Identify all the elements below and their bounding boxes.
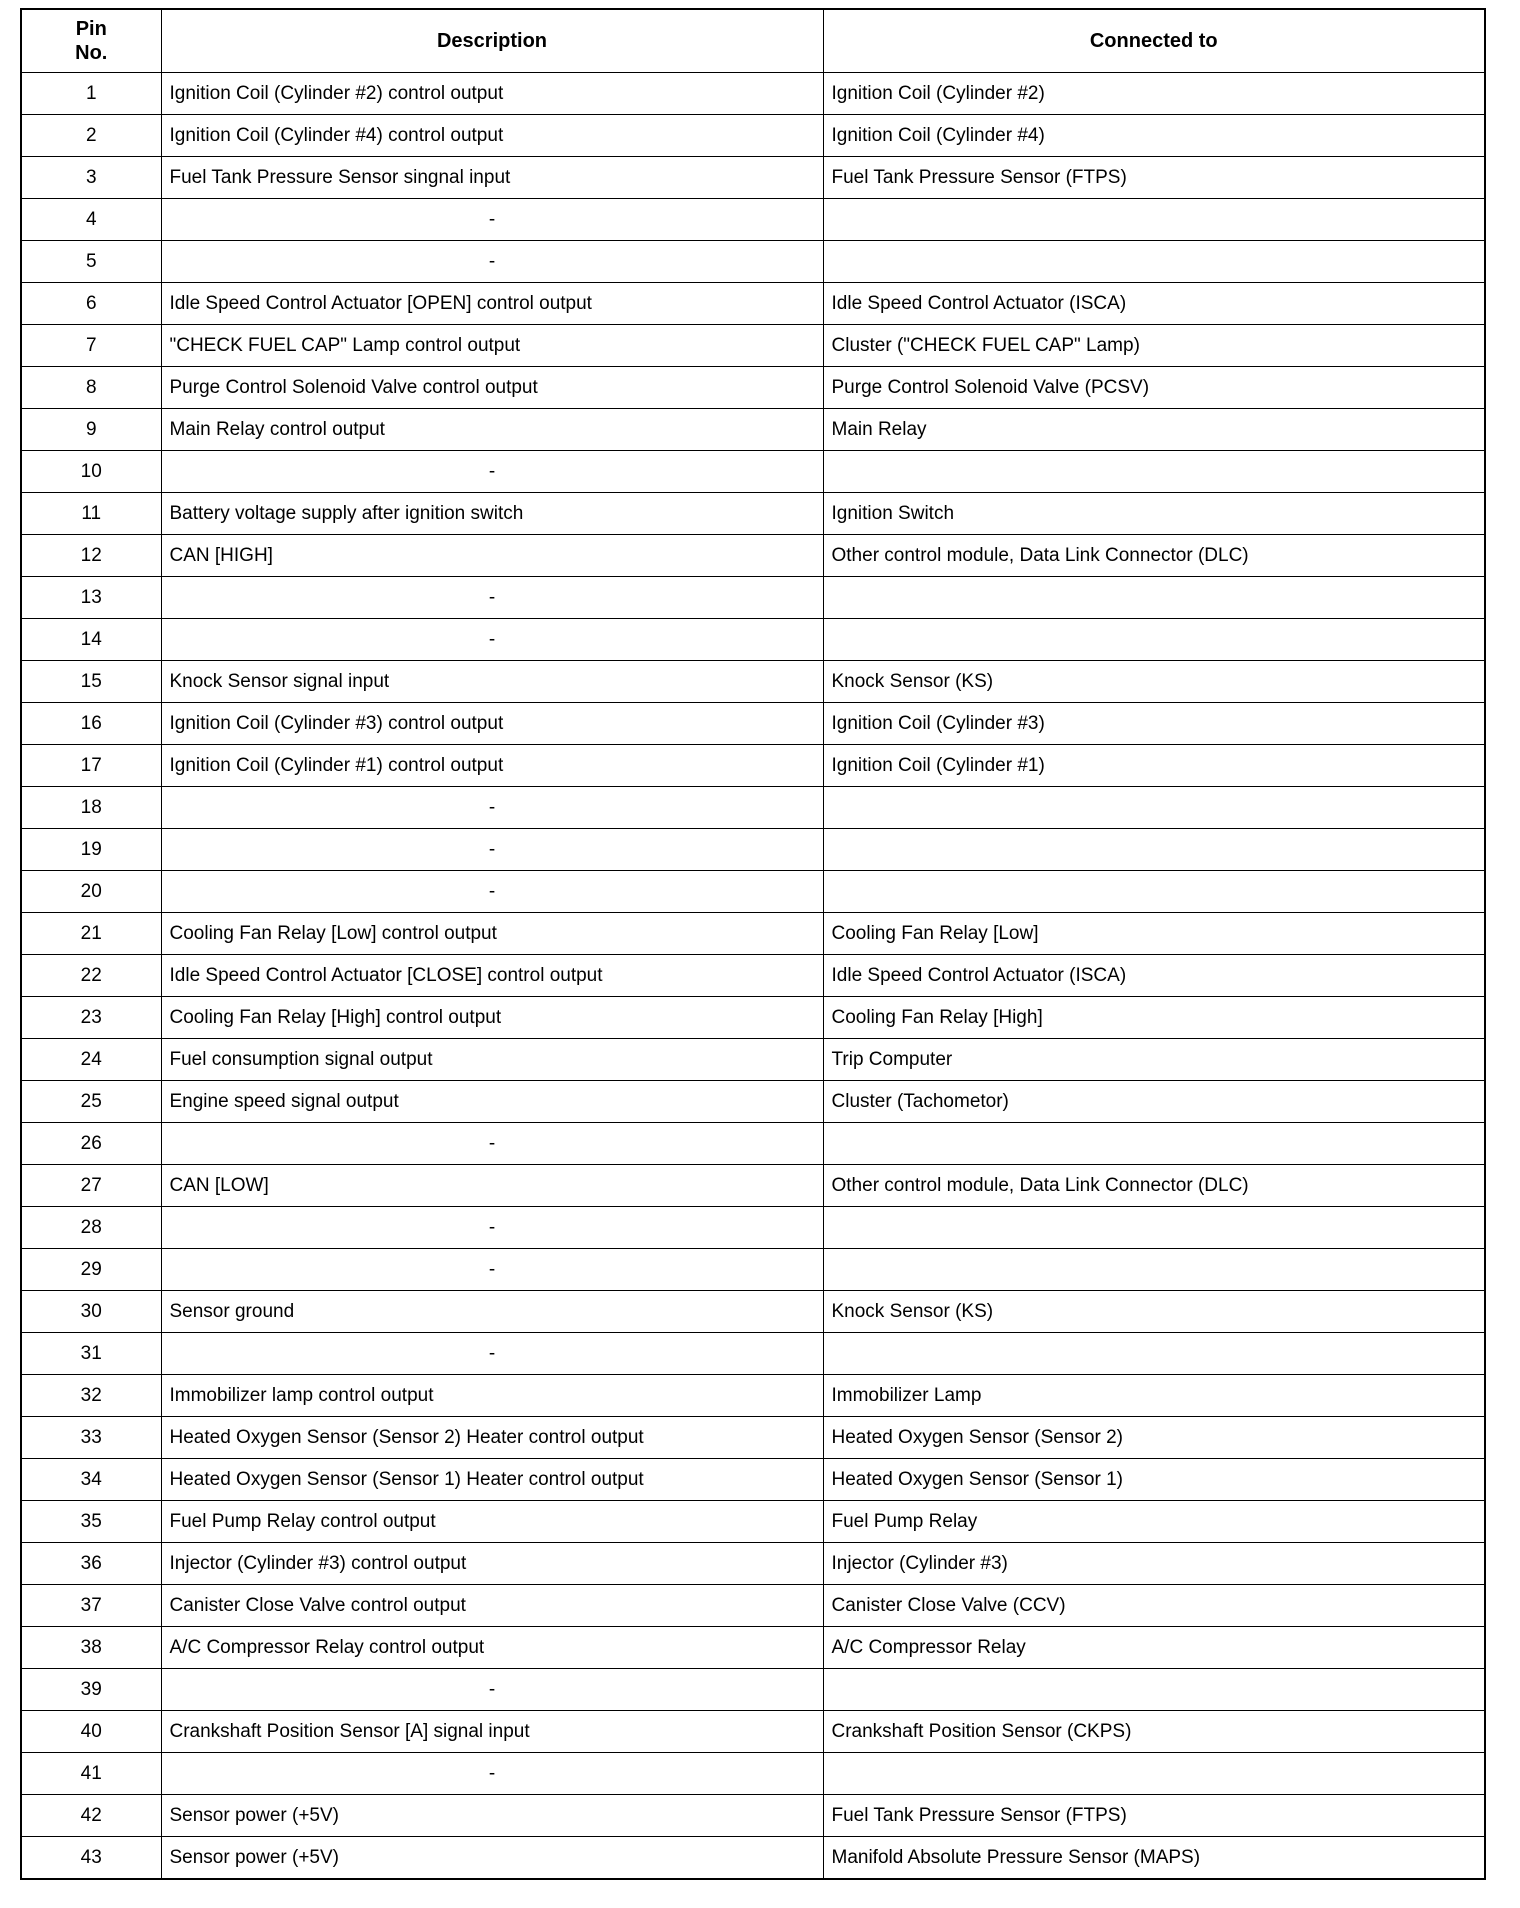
table-body: [21, 73, 1485, 1880]
cell-connected-to: Idle Speed Control Actuator (ISCA): [823, 955, 1485, 997]
cell-connected-to: [823, 1123, 1485, 1165]
cell-description: -: [161, 1333, 823, 1375]
cell-description: CAN [HIGH]: [161, 535, 823, 577]
table-row: [21, 409, 1485, 451]
cell-description: Fuel Pump Relay control output: [161, 1501, 823, 1543]
table-row: [21, 535, 1485, 577]
table-row: [21, 199, 1485, 241]
ecm-pinout-table: [20, 8, 1486, 1880]
cell-description: Heated Oxygen Sensor (Sensor 2) Heater control output: [161, 1417, 823, 1459]
cell-connected-to: [823, 1333, 1485, 1375]
table-row: [21, 1669, 1485, 1711]
cell-connected-to: [823, 787, 1485, 829]
cell-description: Cooling Fan Relay [Low] control output: [161, 913, 823, 955]
cell-description: CAN [LOW]: [161, 1165, 823, 1207]
table-header-row: [21, 9, 1485, 73]
table-row: [21, 157, 1485, 199]
cell-connected-to: Trip Computer: [823, 1039, 1485, 1081]
cell-pin-no: 24: [21, 1039, 161, 1081]
table-row: [21, 1249, 1485, 1291]
table-row: [21, 1711, 1485, 1753]
cell-connected-to: Purge Control Solenoid Valve (PCSV): [823, 367, 1485, 409]
cell-connected-to: Ignition Coil (Cylinder #2): [823, 73, 1485, 115]
cell-description: -: [161, 1669, 823, 1711]
cell-connected-to: Immobilizer Lamp: [823, 1375, 1485, 1417]
cell-description: -: [161, 1753, 823, 1795]
cell-description: Main Relay control output: [161, 409, 823, 451]
cell-pin-no: 30: [21, 1291, 161, 1333]
cell-description: Purge Control Solenoid Valve control output: [161, 367, 823, 409]
cell-description: Ignition Coil (Cylinder #1) control output: [161, 745, 823, 787]
column-header-pin-line1: Pin: [75, 18, 107, 40]
table-row: [21, 1165, 1485, 1207]
cell-pin-no: 25: [21, 1081, 161, 1123]
table-row: [21, 1375, 1485, 1417]
cell-description: -: [161, 1123, 823, 1165]
table-row: [21, 619, 1485, 661]
cell-pin-no: 18: [21, 787, 161, 829]
cell-description: Fuel Tank Pressure Sensor singnal input: [161, 157, 823, 199]
cell-pin-no: 32: [21, 1375, 161, 1417]
cell-description: Cooling Fan Relay [High] control output: [161, 997, 823, 1039]
cell-description: Ignition Coil (Cylinder #4) control output: [161, 115, 823, 157]
cell-pin-no: 38: [21, 1627, 161, 1669]
cell-pin-no: 27: [21, 1165, 161, 1207]
cell-description: Injector (Cylinder #3) control output: [161, 1543, 823, 1585]
cell-connected-to: Fuel Pump Relay: [823, 1501, 1485, 1543]
cell-connected-to: A/C Compressor Relay: [823, 1627, 1485, 1669]
cell-description: "CHECK FUEL CAP" Lamp control output: [161, 325, 823, 367]
cell-connected-to: Manifold Absolute Pressure Sensor (MAPS): [823, 1837, 1485, 1880]
cell-pin-no: 12: [21, 535, 161, 577]
cell-connected-to: Fuel Tank Pressure Sensor (FTPS): [823, 157, 1485, 199]
cell-connected-to: Crankshaft Position Sensor (CKPS): [823, 1711, 1485, 1753]
cell-connected-to: Other control module, Data Link Connector (DLC): [823, 1165, 1485, 1207]
cell-description: Crankshaft Position Sensor [A] signal input: [161, 1711, 823, 1753]
cell-connected-to: Injector (Cylinder #3): [823, 1543, 1485, 1585]
cell-pin-no: 13: [21, 577, 161, 619]
cell-pin-no: 8: [21, 367, 161, 409]
cell-description: Idle Speed Control Actuator [OPEN] control output: [161, 283, 823, 325]
cell-connected-to: Cluster ("CHECK FUEL CAP" Lamp): [823, 325, 1485, 367]
cell-description: Ignition Coil (Cylinder #2) control output: [161, 73, 823, 115]
cell-connected-to: Ignition Coil (Cylinder #1): [823, 745, 1485, 787]
cell-pin-no: 6: [21, 283, 161, 325]
cell-pin-no: 21: [21, 913, 161, 955]
table-row: [21, 1333, 1485, 1375]
table-row: [21, 955, 1485, 997]
cell-pin-no: 31: [21, 1333, 161, 1375]
cell-description: Idle Speed Control Actuator [CLOSE] control output: [161, 955, 823, 997]
cell-pin-no: 1: [21, 73, 161, 115]
table-row: [21, 73, 1485, 115]
cell-pin-no: 36: [21, 1543, 161, 1585]
table-row: [21, 1123, 1485, 1165]
column-header-description: Description: [161, 9, 823, 73]
cell-description: Battery voltage supply after ignition switch: [161, 493, 823, 535]
cell-description: -: [161, 577, 823, 619]
cell-connected-to: [823, 451, 1485, 493]
table-row: [21, 787, 1485, 829]
table-row: [21, 1627, 1485, 1669]
cell-connected-to: Ignition Coil (Cylinder #3): [823, 703, 1485, 745]
table-row: [21, 745, 1485, 787]
cell-description: Ignition Coil (Cylinder #3) control output: [161, 703, 823, 745]
cell-description: Fuel consumption signal output: [161, 1039, 823, 1081]
cell-description: Canister Close Valve control output: [161, 1585, 823, 1627]
table-row: [21, 451, 1485, 493]
cell-pin-no: 4: [21, 199, 161, 241]
table-row: [21, 1501, 1485, 1543]
cell-pin-no: 41: [21, 1753, 161, 1795]
cell-connected-to: [823, 1249, 1485, 1291]
table-row: [21, 241, 1485, 283]
cell-pin-no: 34: [21, 1459, 161, 1501]
column-header-connected-to: Connected to: [823, 9, 1485, 73]
cell-pin-no: 15: [21, 661, 161, 703]
table-row: [21, 1459, 1485, 1501]
cell-description: A/C Compressor Relay control output: [161, 1627, 823, 1669]
cell-description: -: [161, 451, 823, 493]
cell-connected-to: Heated Oxygen Sensor (Sensor 1): [823, 1459, 1485, 1501]
table-row: [21, 115, 1485, 157]
table-row: [21, 367, 1485, 409]
table-row: [21, 829, 1485, 871]
table-row: [21, 1291, 1485, 1333]
cell-description: Immobilizer lamp control output: [161, 1375, 823, 1417]
cell-connected-to: [823, 829, 1485, 871]
table-row: [21, 913, 1485, 955]
cell-pin-no: 35: [21, 1501, 161, 1543]
cell-pin-no: 39: [21, 1669, 161, 1711]
cell-connected-to: [823, 1207, 1485, 1249]
table-row: [21, 1795, 1485, 1837]
table-row: [21, 661, 1485, 703]
cell-connected-to: Other control module, Data Link Connector (DLC): [823, 535, 1485, 577]
cell-description: -: [161, 871, 823, 913]
cell-pin-no: 16: [21, 703, 161, 745]
cell-description: -: [161, 199, 823, 241]
cell-pin-no: 19: [21, 829, 161, 871]
cell-connected-to: [823, 1753, 1485, 1795]
column-header-pin-line2: No.: [75, 42, 108, 64]
cell-connected-to: [823, 577, 1485, 619]
cell-connected-to: [823, 871, 1485, 913]
table-row: [21, 493, 1485, 535]
cell-description: Knock Sensor signal input: [161, 661, 823, 703]
cell-pin-no: 37: [21, 1585, 161, 1627]
table-row: [21, 577, 1485, 619]
cell-pin-no: 7: [21, 325, 161, 367]
cell-pin-no: 43: [21, 1837, 161, 1880]
table-row: [21, 871, 1485, 913]
table-header: [21, 9, 1485, 73]
cell-description: -: [161, 1249, 823, 1291]
cell-connected-to: Fuel Tank Pressure Sensor (FTPS): [823, 1795, 1485, 1837]
cell-connected-to: Ignition Switch: [823, 493, 1485, 535]
cell-pin-no: 11: [21, 493, 161, 535]
cell-description: -: [161, 619, 823, 661]
cell-pin-no: 10: [21, 451, 161, 493]
table-row: [21, 283, 1485, 325]
cell-description: -: [161, 241, 823, 283]
cell-pin-no: 33: [21, 1417, 161, 1459]
column-header-pin-no: [21, 9, 161, 73]
cell-pin-no: 2: [21, 115, 161, 157]
cell-pin-no: 26: [21, 1123, 161, 1165]
cell-pin-no: 14: [21, 619, 161, 661]
cell-connected-to: Canister Close Valve (CCV): [823, 1585, 1485, 1627]
table-row: [21, 1417, 1485, 1459]
cell-description: Heated Oxygen Sensor (Sensor 1) Heater control output: [161, 1459, 823, 1501]
cell-pin-no: 23: [21, 997, 161, 1039]
table-row: [21, 325, 1485, 367]
cell-description: Engine speed signal output: [161, 1081, 823, 1123]
cell-pin-no: 3: [21, 157, 161, 199]
cell-pin-no: 28: [21, 1207, 161, 1249]
cell-description: Sensor power (+5V): [161, 1795, 823, 1837]
cell-connected-to: Cooling Fan Relay [High]: [823, 997, 1485, 1039]
cell-connected-to: Idle Speed Control Actuator (ISCA): [823, 283, 1485, 325]
table-row: [21, 1207, 1485, 1249]
cell-description: Sensor ground: [161, 1291, 823, 1333]
cell-description: Sensor power (+5V): [161, 1837, 823, 1880]
cell-pin-no: 5: [21, 241, 161, 283]
cell-connected-to: Main Relay: [823, 409, 1485, 451]
cell-description: -: [161, 1207, 823, 1249]
cell-pin-no: 29: [21, 1249, 161, 1291]
cell-connected-to: [823, 619, 1485, 661]
cell-connected-to: [823, 1669, 1485, 1711]
table-row: [21, 1753, 1485, 1795]
table-row: [21, 1543, 1485, 1585]
table-row: [21, 703, 1485, 745]
table-row: [21, 1081, 1485, 1123]
cell-description: -: [161, 787, 823, 829]
cell-pin-no: 42: [21, 1795, 161, 1837]
table-row: [21, 1039, 1485, 1081]
cell-connected-to: Ignition Coil (Cylinder #4): [823, 115, 1485, 157]
cell-pin-no: 20: [21, 871, 161, 913]
cell-connected-to: Cluster (Tachometor): [823, 1081, 1485, 1123]
cell-pin-no: 17: [21, 745, 161, 787]
cell-connected-to: [823, 199, 1485, 241]
cell-connected-to: Knock Sensor (KS): [823, 661, 1485, 703]
cell-connected-to: Cooling Fan Relay [Low]: [823, 913, 1485, 955]
table-row: [21, 1585, 1485, 1627]
table-row: [21, 1837, 1485, 1880]
cell-description: -: [161, 829, 823, 871]
table-row: [21, 997, 1485, 1039]
cell-connected-to: [823, 241, 1485, 283]
cell-pin-no: 40: [21, 1711, 161, 1753]
cell-pin-no: 22: [21, 955, 161, 997]
cell-connected-to: Heated Oxygen Sensor (Sensor 2): [823, 1417, 1485, 1459]
cell-pin-no: 9: [21, 409, 161, 451]
cell-connected-to: Knock Sensor (KS): [823, 1291, 1485, 1333]
